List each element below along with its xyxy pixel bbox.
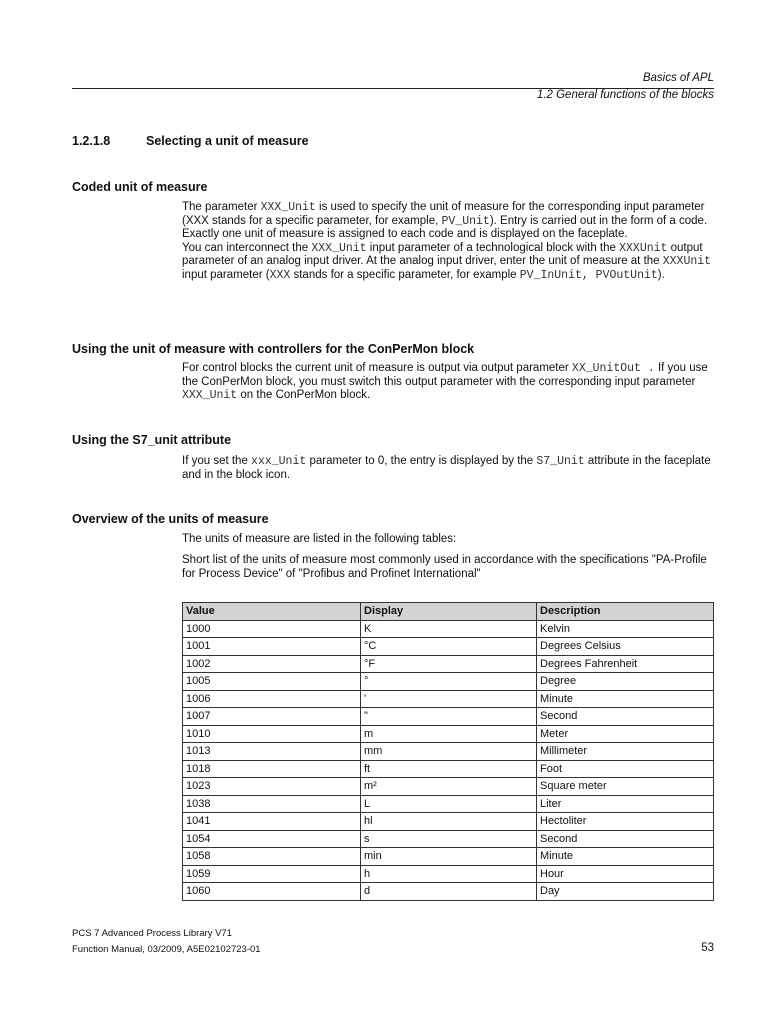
section-heading (72, 134, 309, 148)
heading-conpermon: Using the unit of measure with controllers for the ConPerMon block (72, 342, 475, 356)
cell-value: 1058 (183, 848, 361, 866)
table-row (183, 725, 714, 743)
cell-description: Day (537, 883, 714, 901)
cell-value: 1041 (183, 813, 361, 831)
coded-unit-paragraph-2: You can interconnect the XXX_Unit input parameter of a technological block with the XXXUnit output parameter of an analog input driver. At the analog input driver, enter the unit of measure at the XXXUnit input parameter (XXX stands for a specific parameter, for example PV_InUnit, PVOutUnit). (182, 241, 712, 282)
units-table (182, 602, 714, 901)
heading-coded-unit: Coded unit of measure (72, 180, 208, 194)
cell-value: 1018 (183, 760, 361, 778)
cell-value: 1013 (183, 743, 361, 761)
cell-display: min (361, 848, 537, 866)
cell-display: m (361, 725, 537, 743)
cell-description: Minute (537, 690, 714, 708)
heading-overview: Overview of the units of measure (72, 512, 269, 526)
table-row (183, 708, 714, 726)
conpermon-paragraph: For control blocks the current unit of measure is output via output parameter XX_UnitOut . If you use the ConPerMon block, you must switch this output parameter with the corresponding input parameter XXX_Unit on the ConPerMon block. (182, 362, 708, 403)
cell-description: Liter (537, 795, 714, 813)
table-row (183, 865, 714, 883)
cell-description: Meter (537, 725, 714, 743)
table-row (183, 813, 714, 831)
table-row (183, 620, 714, 638)
cell-description: Degrees Fahrenheit (537, 655, 714, 673)
cell-description: Kelvin (537, 620, 714, 638)
s7-unit-paragraph: If you set the xxx_Unit parameter to 0, the entry is displayed by the S7_Unit attribute in the faceplate and in the block icon. (182, 455, 711, 481)
table-row (183, 743, 714, 761)
section-title: Selecting a unit of measure (146, 134, 309, 148)
cell-value: 1006 (183, 690, 361, 708)
table-row (183, 760, 714, 778)
header-description: Description (537, 603, 714, 621)
cell-description: Degree (537, 673, 714, 691)
s7-unit-body (182, 455, 722, 482)
cell-description: Second (537, 830, 714, 848)
cell-value: 1010 (183, 725, 361, 743)
cell-description: Millimeter (537, 743, 714, 761)
footer-product: PCS 7 Advanced Process Library V71 (72, 928, 233, 939)
table-header-row (183, 603, 714, 621)
conpermon-body (182, 362, 722, 403)
cell-display: m² (361, 778, 537, 796)
cell-value: 1023 (183, 778, 361, 796)
cell-description: Hectoliter (537, 813, 714, 831)
cell-value: 1005 (183, 673, 361, 691)
header-value: Value (183, 603, 361, 621)
table-row (183, 690, 714, 708)
table-row (183, 795, 714, 813)
table-row (183, 778, 714, 796)
header-subtitle: 1.2 General functions of the blocks (536, 89, 714, 101)
overview-intro: The units of measure are listed in the following tables: (182, 533, 457, 545)
cell-value: 1038 (183, 795, 361, 813)
cell-value: 1060 (183, 883, 361, 901)
cell-display: °C (361, 638, 537, 656)
table-row (183, 883, 714, 901)
header-title: Basics of APL (642, 72, 714, 84)
units-table-body (183, 620, 714, 900)
table-row (183, 830, 714, 848)
table-row (183, 638, 714, 656)
page-number: 53 (701, 942, 714, 954)
footer-manual: Function Manual, 03/2009, A5E02102723-01 (72, 944, 261, 955)
cell-value: 1000 (183, 620, 361, 638)
cell-display: °F (361, 655, 537, 673)
cell-display: ° (361, 673, 537, 691)
cell-display: s (361, 830, 537, 848)
cell-display: K (361, 620, 537, 638)
cell-value: 1002 (183, 655, 361, 673)
cell-description: Degrees Celsius (537, 638, 714, 656)
cell-value: 1001 (183, 638, 361, 656)
section-number: 1.2.1.8 (72, 134, 111, 148)
cell-display: hl (361, 813, 537, 831)
header-display: Display (361, 603, 537, 621)
cell-display: mm (361, 743, 537, 761)
cell-display: d (361, 883, 537, 901)
table-row (183, 655, 714, 673)
cell-display: ' (361, 690, 537, 708)
overview-shortlist: Short list of the units of measure most commonly used in accordance with the specifications "PA-Profile for Process Device" of "Profibus and Profinet International" (182, 554, 707, 580)
cell-display: L (361, 795, 537, 813)
coded-unit-paragraph-1: The parameter XXX_Unit is used to specify the unit of measure for the corresponding input parameter (XXX stands for a specific parameter, for example, PV_Unit). Entry is carried out in the form of a code. Exactly one unit of measure is assigned to each code and is displayed on the faceplate. (182, 201, 708, 241)
cell-value: 1007 (183, 708, 361, 726)
cell-description: Foot (537, 760, 714, 778)
cell-value: 1059 (183, 865, 361, 883)
cell-value: 1054 (183, 830, 361, 848)
cell-display: h (361, 865, 537, 883)
cell-description: Hour (537, 865, 714, 883)
heading-s7-unit: Using the S7_unit attribute (72, 433, 232, 447)
table-row (183, 673, 714, 691)
coded-unit-body (182, 201, 722, 283)
cell-description: Minute (537, 848, 714, 866)
cell-display: " (361, 708, 537, 726)
cell-description: Square meter (537, 778, 714, 796)
cell-description: Second (537, 708, 714, 726)
cell-display: ft (361, 760, 537, 778)
table-row (183, 848, 714, 866)
